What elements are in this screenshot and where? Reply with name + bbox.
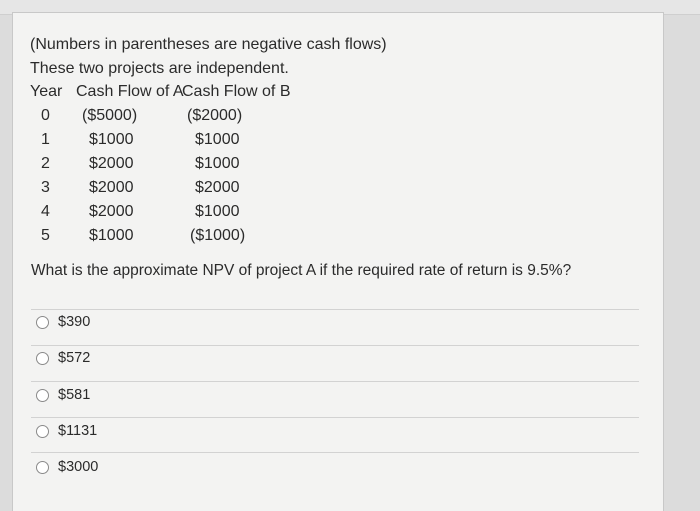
choice-label: $390 [58, 314, 91, 330]
choice-option[interactable] [36, 384, 90, 406]
radio-button-icon[interactable] [36, 352, 49, 365]
divider [31, 345, 639, 346]
cash-flow-a-cell: ($5000) [82, 107, 138, 124]
cash-flow-b-cell: $1000 [195, 131, 240, 148]
radio-button-icon[interactable] [36, 461, 49, 474]
divider [31, 309, 639, 310]
cash-flow-a-cell: $2000 [89, 203, 134, 220]
cash-flow-b-cell: ($1000) [190, 227, 246, 244]
radio-button-icon[interactable] [36, 425, 49, 438]
question-text: What is the approximate NPV of project A if the required rate of return is 9.5%? [31, 262, 572, 279]
choice-label: $1131 [58, 423, 98, 439]
intro-independent-note: These two projects are independent. [30, 60, 289, 77]
divider [31, 452, 639, 453]
divider [31, 417, 639, 418]
radio-button-icon[interactable] [36, 389, 49, 402]
header-cash-flow-b: Cash Flow of B [182, 83, 291, 100]
choice-option[interactable] [36, 456, 98, 478]
year-cell: 3 [41, 179, 50, 196]
year-cell: 0 [41, 107, 50, 124]
cash-flow-a-cell: $1000 [89, 227, 134, 244]
choice-label: $581 [58, 387, 91, 403]
header-cash-flow-a: Cash Flow of A [76, 83, 184, 100]
cash-flow-b-cell: $1000 [195, 203, 240, 220]
cash-flow-b-cell: $1000 [195, 155, 240, 172]
year-cell: 5 [41, 227, 50, 244]
radio-button-icon[interactable] [36, 316, 49, 329]
choice-option[interactable] [36, 347, 90, 369]
choice-label: $3000 [58, 459, 99, 475]
cash-flow-a-cell: $2000 [89, 179, 134, 196]
year-cell: 4 [41, 203, 50, 220]
cash-flow-b-cell: ($2000) [187, 107, 243, 124]
choice-option[interactable] [36, 311, 90, 333]
year-cell: 2 [41, 155, 50, 172]
choice-option[interactable] [36, 420, 97, 442]
divider [31, 381, 639, 382]
cash-flow-a-cell: $2000 [89, 155, 134, 172]
intro-negative-note: (Numbers in parentheses are negative cash flows) [30, 36, 387, 53]
choice-label: $572 [58, 350, 91, 366]
header-year: Year [30, 83, 63, 100]
year-cell: 1 [41, 131, 50, 148]
cash-flow-b-cell: $2000 [195, 179, 240, 196]
cash-flow-a-cell: $1000 [89, 131, 134, 148]
